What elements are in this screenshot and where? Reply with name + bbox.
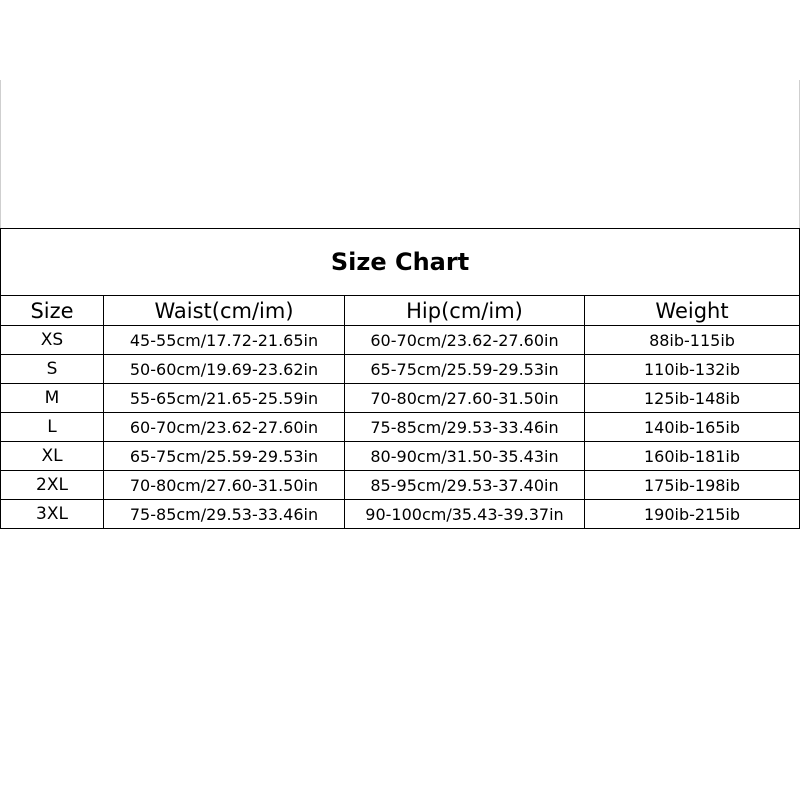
waist-cell: 55-65cm/21.65-25.59in — [104, 384, 345, 413]
size-cell: S — [1, 355, 104, 384]
size-cell: XL — [1, 442, 104, 471]
weight-cell: 110ib-132ib — [585, 355, 800, 384]
size-chart-table — [0, 228, 800, 529]
size-cell: XS — [1, 326, 104, 355]
table-row — [1, 413, 800, 442]
hip-cell: 90-100cm/35.43-39.37in — [345, 500, 585, 529]
hip-cell: 60-70cm/23.62-27.60in — [345, 326, 585, 355]
column-header-waist: Waist(cm/im) — [104, 296, 345, 326]
table-row — [1, 326, 800, 355]
table-row — [1, 471, 800, 500]
size-chart-title: Size Chart — [1, 229, 800, 296]
column-header-size: Size — [1, 296, 104, 326]
table-row — [1, 384, 800, 413]
waist-cell: 50-60cm/19.69-23.62in — [104, 355, 345, 384]
size-cell: L — [1, 413, 104, 442]
hip-cell: 80-90cm/31.50-35.43in — [345, 442, 585, 471]
title-row — [1, 229, 800, 296]
column-header-hip: Hip(cm/im) — [345, 296, 585, 326]
hip-cell: 70-80cm/27.60-31.50in — [345, 384, 585, 413]
column-header-weight: Weight — [585, 296, 800, 326]
size-cell: 2XL — [1, 471, 104, 500]
weight-cell: 175ib-198ib — [585, 471, 800, 500]
weight-cell: 140ib-165ib — [585, 413, 800, 442]
waist-cell: 75-85cm/29.53-33.46in — [104, 500, 345, 529]
size-rows — [1, 326, 800, 529]
table-row — [1, 500, 800, 529]
waist-cell: 65-75cm/25.59-29.53in — [104, 442, 345, 471]
waist-cell: 70-80cm/27.60-31.50in — [104, 471, 345, 500]
table-row — [1, 355, 800, 384]
header-row — [1, 296, 800, 326]
table-row — [1, 442, 800, 471]
hip-cell: 85-95cm/29.53-37.40in — [345, 471, 585, 500]
waist-cell: 45-55cm/17.72-21.65in — [104, 326, 345, 355]
waist-cell: 60-70cm/23.62-27.60in — [104, 413, 345, 442]
weight-cell: 160ib-181ib — [585, 442, 800, 471]
weight-cell: 88ib-115ib — [585, 326, 800, 355]
size-cell: 3XL — [1, 500, 104, 529]
weight-cell: 125ib-148ib — [585, 384, 800, 413]
hip-cell: 75-85cm/29.53-33.46in — [345, 413, 585, 442]
size-cell: M — [1, 384, 104, 413]
hip-cell: 65-75cm/25.59-29.53in — [345, 355, 585, 384]
weight-cell: 190ib-215ib — [585, 500, 800, 529]
